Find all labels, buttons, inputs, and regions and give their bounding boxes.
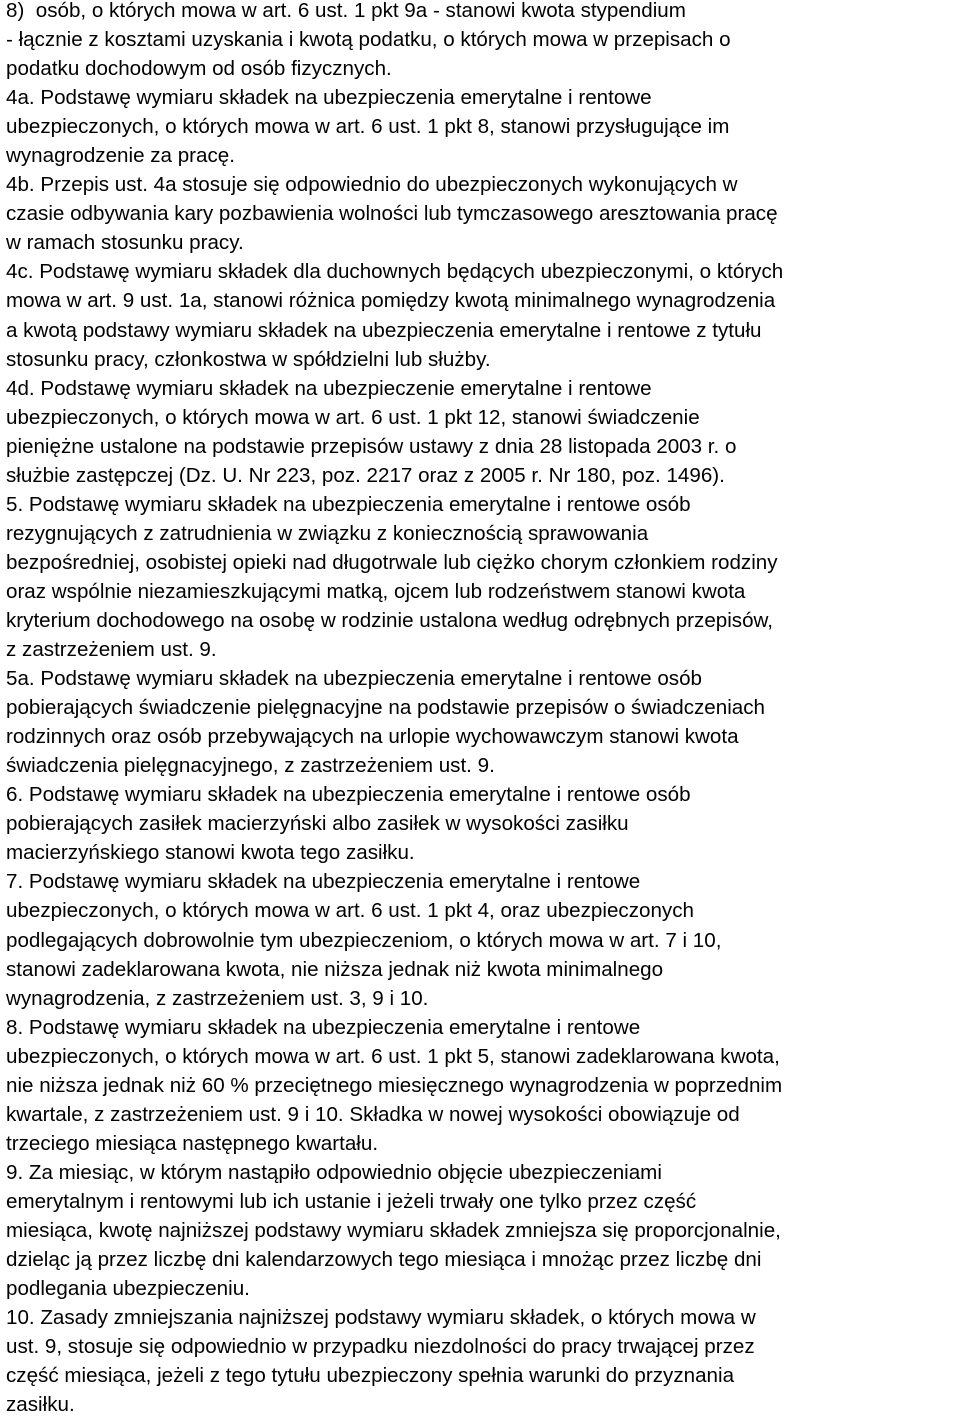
text-line: pobierających świadczenie pielęgnacyjne na podstawie przepisów o świadczeniach [6, 696, 765, 720]
text-line: 8. Podstawę wymiaru składek na ubezpieczenia emerytalne i rentowe [6, 1015, 641, 1039]
text-line: 4d. Podstawę wymiaru składek na ubezpieczenie emerytalne i rentowe [6, 376, 652, 400]
text-line: nie niższa jednak niż 60 % przeciętnego miesięcznego wynagrodzenia w poprzednim [6, 1073, 783, 1097]
text-line: miesiąca, kwotę najniższej podstawy wymiaru składek zmniejsza się proporcjonalnie, [6, 1218, 781, 1242]
text-line: kwartale, z zastrzeżeniem ust. 9 i 10. Składka w nowej wysokości obowiązuje od [6, 1102, 740, 1126]
text-line: stanowi zadeklarowana kwota, nie niższa jednak niż kwota minimalnego [6, 957, 664, 981]
text-line: 8) osób, o których mowa w art. 6 ust. 1 pkt 9a - stanowi kwota stypendium [6, 0, 686, 22]
text-line: podlegania ubezpieczeniu. [6, 1277, 250, 1301]
text-line: wynagrodzenia, z zastrzeżeniem ust. 3, 9 i 10. [6, 986, 429, 1010]
text-line: ust. 9, stosuje się odpowiednio w przypadku niezdolności do pracy trwającej przez [6, 1335, 755, 1359]
text-line: 9. Za miesiąc, w którym nastąpiło odpowiednio objęcie ubezpieczeniami [6, 1160, 662, 1184]
text-line: 4b. Przepis ust. 4a stosuje się odpowiednio do ubezpieczonych wykonujących w [6, 173, 738, 197]
text-line: część miesiąca, jeżeli z tego tytułu ubezpieczony spełnia warunki do przyznania [6, 1364, 735, 1388]
text-line: służbie zastępczej (Dz. U. Nr 223, poz. 2217 oraz z 2005 r. Nr 180, poz. 1496). [6, 463, 725, 487]
text-line: oraz wspólnie niezamieszkującymi matką, ojcem lub rodzeństwem stanowi kwota [6, 579, 746, 603]
text-line: 5a. Podstawę wymiaru składek na ubezpieczenia emerytalne i rentowe osób [6, 667, 702, 691]
text-line: 4c. Podstawę wymiaru składek dla duchownych będących ubezpieczonymi, o których [6, 260, 784, 284]
text-line: trzeciego miesiąca następnego kwartału. [6, 1131, 379, 1155]
text-line: świadczenia pielęgnacyjnego, z zastrzeżeniem ust. 9. [6, 754, 495, 778]
text-line: z zastrzeżeniem ust. 9. [6, 638, 217, 662]
text-line: kryterium dochodowego na osobę w rodzinie ustalona według odrębnych przepisów, [6, 608, 774, 632]
text-line: ubezpieczonych, o których mowa w art. 6 ust. 1 pkt 5, stanowi zadeklarowana kwota, [6, 1044, 780, 1068]
text-line: podatku dochodowym od osób fizycznych. [6, 57, 392, 81]
text-line: ubezpieczonych, o których mowa w art. 6 ust. 1 pkt 4, oraz ubezpieczonych [6, 899, 694, 923]
text-line: ubezpieczonych, o których mowa w art. 6 ust. 1 pkt 8, stanowi przysługujące im [6, 115, 730, 139]
text-line: macierzyńskiego stanowi kwota tego zasiłku. [6, 841, 415, 865]
text-line: a kwotą podstawy wymiaru składek na ubezpieczenia emerytalne i rentowe z tytułu [6, 318, 762, 342]
text-line: zasiłku. [6, 1393, 75, 1417]
text-line: stosunku pracy, członkostwa w spółdzielni lub służby. [6, 347, 491, 371]
text-line: 10. Zasady zmniejszania najniższej podstawy wymiaru składek, o których mowa w [6, 1306, 756, 1330]
text-line: ubezpieczonych, o których mowa w art. 6 ust. 1 pkt 12, stanowi świadczenie [6, 405, 700, 429]
text-line: pobierających zasiłek macierzyński albo zasiłek w wysokości zasiłku [6, 812, 629, 836]
text-line: rezygnujących z zatrudnienia w związku z koniecznością sprawowania [6, 521, 649, 545]
text-line: 7. Podstawę wymiaru składek na ubezpieczenia emerytalne i rentowe [6, 870, 641, 894]
text-line: - łącznie z kosztami uzyskania i kwotą podatku, o których mowa w przepisach o [6, 28, 731, 52]
text-line: w ramach stosunku pracy. [6, 231, 244, 255]
text-line: 5. Podstawę wymiaru składek na ubezpieczenia emerytalne i rentowe osób [6, 492, 691, 516]
text-line: podlegających dobrowolnie tym ubezpieczeniom, o których mowa w art. 7 i 10, [6, 928, 722, 952]
text-line: bezpośredniej, osobistej opieki nad długotrwale lub ciężko chorym członkiem rodziny [6, 550, 778, 574]
text-line: 4a. Podstawę wymiaru składek na ubezpieczenia emerytalne i rentowe [6, 86, 652, 110]
text-line: wynagrodzenie za pracę. [6, 144, 235, 168]
text-line: pieniężne ustalone na podstawie przepisów ustawy z dnia 28 listopada 2003 r. o [6, 434, 737, 458]
text-line: mowa w art. 9 ust. 1a, stanowi różnica pomiędzy kwotą minimalnego wynagrodzenia [6, 289, 776, 313]
text-line: emerytalnym i rentowymi lub ich ustanie i jeżeli trwały one tylko przez część [6, 1189, 697, 1213]
text-line: 6. Podstawę wymiaru składek na ubezpieczenia emerytalne i rentowe osób [6, 783, 691, 807]
text-line: czasie odbywania kary pozbawienia wolności lub tymczasowego aresztowania pracę [6, 202, 778, 226]
text-line: dzieląc ją przez liczbę dni kalendarzowych tego miesiąca i mnożąc przez liczbę dni [6, 1248, 762, 1272]
text-line: rodzinnych oraz osób przebywających na urlopie wychowawczym stanowi kwota [6, 725, 739, 749]
document-text [6, 0, 956, 1419]
